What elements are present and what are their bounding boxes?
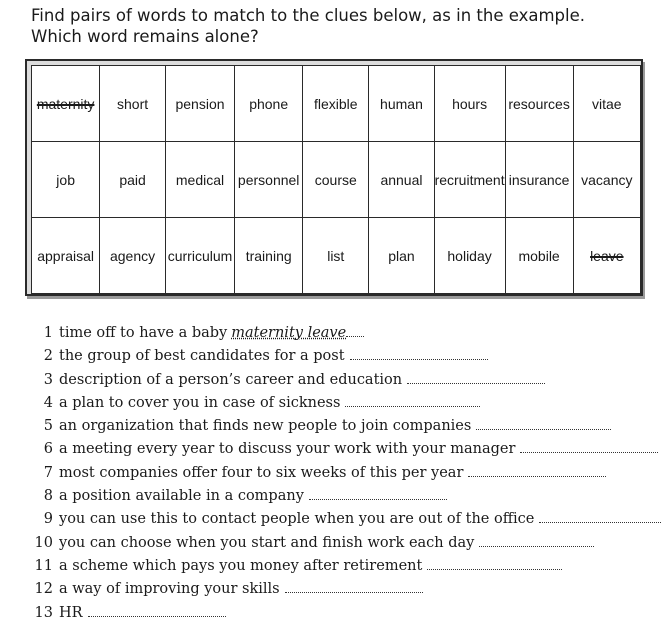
answer-blank[interactable] — [479, 532, 594, 547]
clue-item — [31, 602, 651, 625]
grid-cell — [303, 142, 369, 218]
clue-number: 1 — [43, 325, 53, 341]
clue-item — [31, 322, 651, 345]
grid-word: maternity — [36, 95, 95, 112]
clue-number: 3 — [43, 371, 53, 388]
clue-number: 8 — [43, 488, 53, 505]
grid-cell — [434, 142, 505, 218]
clue-text: an organization that finds new people to join companies — [59, 418, 472, 435]
clue-text: a scheme which pays you money after retirement — [59, 557, 423, 574]
clue-item — [31, 392, 651, 415]
grid-cell — [165, 218, 234, 294]
grid-word: paid — [119, 171, 146, 188]
clue-number: 12 — [34, 581, 53, 598]
grid-word: list — [327, 247, 345, 264]
clue-item — [31, 415, 651, 438]
grid-word: plan — [388, 247, 415, 264]
clue-answer: maternity leave — [231, 325, 347, 341]
clue-item — [31, 369, 651, 392]
clue-text: most companies offer four to six weeks of this per year — [59, 464, 464, 481]
grid-word: appraisal — [37, 247, 95, 264]
grid-word: pension — [175, 95, 225, 112]
answer-blank[interactable] — [88, 602, 226, 617]
grid-cell — [32, 142, 100, 218]
clue-text: a plan to cover you in case of sickness — [59, 394, 341, 411]
clue-list — [31, 322, 651, 625]
word-grid — [31, 65, 641, 294]
clue-text: HR — [59, 604, 83, 621]
grid-cell — [32, 218, 100, 294]
grid-cell — [303, 66, 369, 142]
clue-item — [31, 532, 651, 555]
grid-cell — [235, 142, 303, 218]
grid-word: personnel — [237, 171, 300, 188]
clue-text: a way of improving your skills — [59, 581, 280, 598]
grid-word: short — [117, 95, 149, 112]
answer-blank[interactable] — [539, 508, 661, 523]
grid-word: annual — [380, 171, 423, 188]
clue-item — [31, 345, 651, 368]
answer-blank[interactable] — [468, 462, 606, 477]
answer-blank[interactable] — [476, 415, 611, 430]
clue-text: you can choose when you start and finish work each day — [59, 534, 475, 551]
answer-blank[interactable] — [345, 392, 480, 407]
grid-word: leave — [590, 247, 624, 264]
word-grid-panel — [25, 59, 643, 296]
grid-word: holiday — [447, 247, 492, 264]
clue-number: 6 — [43, 441, 53, 458]
grid-word: job — [56, 171, 75, 188]
grid-word: mobile — [518, 247, 560, 264]
clue-item — [31, 462, 651, 485]
grid-cell — [100, 142, 166, 218]
clue-item — [31, 508, 651, 531]
grid-cell — [434, 66, 505, 142]
answer-blank[interactable] — [350, 345, 488, 360]
grid-word: human — [380, 95, 423, 112]
grid-word: hours — [452, 95, 488, 112]
grid-word: phone — [249, 95, 289, 112]
clue-item — [31, 485, 651, 508]
grid-cell — [235, 66, 303, 142]
grid-word: resources — [508, 95, 570, 112]
grid-word: agency — [109, 247, 156, 264]
grid-cell — [100, 66, 166, 142]
answer-blank[interactable] — [285, 578, 423, 593]
clue-number: 7 — [43, 464, 53, 481]
grid-word: recruitment — [434, 171, 505, 188]
grid-cell — [369, 142, 434, 218]
answer-blank — [346, 322, 364, 337]
grid-cell — [434, 218, 505, 294]
grid-cell — [369, 218, 434, 294]
grid-row — [32, 66, 641, 142]
grid-word: course — [314, 171, 357, 188]
grid-word: medical — [175, 171, 225, 188]
grid-cell — [505, 218, 573, 294]
grid-cell — [573, 66, 640, 142]
clue-item — [31, 438, 651, 461]
grid-cell — [369, 66, 434, 142]
grid-cell — [100, 218, 166, 294]
clue-text: the group of best candidates for a post — [59, 348, 345, 365]
clue-item — [31, 555, 651, 578]
clue-number: 13 — [34, 604, 53, 621]
clue-number: 10 — [34, 534, 53, 551]
clue-text: a position available in a company — [59, 488, 304, 505]
clue-item — [31, 578, 651, 601]
grid-cell — [303, 218, 369, 294]
answer-blank[interactable] — [520, 438, 658, 453]
clue-number: 2 — [43, 348, 53, 365]
clue-number: 9 — [43, 511, 53, 528]
clue-text: a meeting every year to discuss your work with your manager — [59, 441, 516, 458]
answer-blank[interactable] — [427, 555, 562, 570]
grid-word: flexible — [313, 95, 358, 112]
grid-row — [32, 218, 641, 294]
grid-cell — [235, 218, 303, 294]
clue-number: 11 — [34, 557, 53, 574]
grid-cell — [165, 66, 234, 142]
clue-number: 4 — [43, 394, 53, 411]
instructions: Find pairs of words to match to the clues below, as in the example. Which word remains alone? — [31, 6, 585, 46]
grid-cell — [573, 218, 640, 294]
grid-cell — [505, 142, 573, 218]
answer-blank[interactable] — [309, 485, 447, 500]
clue-number: 5 — [43, 418, 53, 435]
grid-word: curriculum — [167, 247, 233, 264]
clue-text: you can use this to contact people when you are out of the office — [59, 511, 535, 528]
grid-word: insurance — [508, 171, 570, 188]
answer-blank[interactable] — [407, 369, 545, 384]
clue-text: time off to have a baby — [59, 325, 228, 341]
grid-word: vacancy — [581, 171, 633, 188]
grid-cell — [573, 142, 640, 218]
clue-text: description of a person’s career and education — [59, 371, 403, 388]
grid-cell — [165, 142, 234, 218]
grid-word: training — [245, 247, 292, 264]
grid-word: vitae — [592, 95, 622, 112]
grid-row — [32, 142, 641, 218]
grid-cell — [505, 66, 573, 142]
grid-cell — [32, 66, 100, 142]
